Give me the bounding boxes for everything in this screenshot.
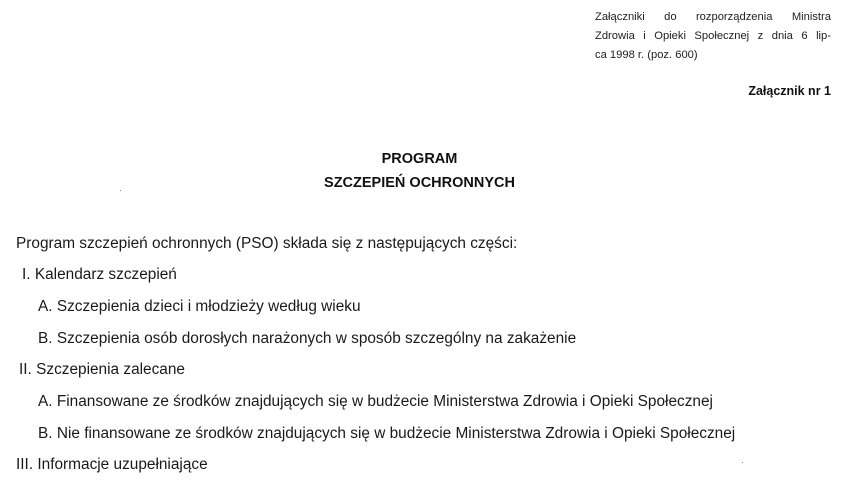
scan-speck (120, 190, 121, 191)
subsection-item (38, 330, 576, 348)
subsection-label: Finansowane ze środków znajdujących się w budżecie Ministerstwa Zdrowia i Opieki Społecznej (56, 393, 713, 410)
regulation-reference-line: Załączniki do rozporządzenia Ministra (595, 11, 831, 23)
section-heading (16, 456, 208, 474)
title-line-subtitle: SZCZEPIEŃ OCHRONNYCH (324, 175, 515, 191)
section-heading (22, 266, 177, 284)
intro-paragraph: Program szczepień ochronnych (PSO) składa się z następujących części: (16, 235, 518, 252)
scan-speck (742, 462, 743, 463)
subsection-item (38, 393, 713, 411)
section-label: Informacje uzupełniające (37, 456, 208, 473)
subsection-item (38, 298, 361, 316)
subsection-item (38, 425, 735, 443)
document-title (0, 147, 847, 195)
subsection-label: Szczepienia dzieci i młodzieży według wieku (56, 298, 361, 315)
subsection-label: Nie finansowane ze środków znajdujących się w budżecie Ministerstwa Zdrowia i Opieki Społecznej (56, 425, 736, 442)
subsection-letter: A. (38, 393, 53, 410)
section-number: III. (16, 456, 34, 473)
regulation-reference-note (595, 8, 831, 65)
section-number: I. (22, 266, 31, 283)
subsection-letter: A. (38, 298, 53, 315)
subsection-letter: B. (38, 425, 53, 442)
subsection-label: Szczepienia osób dorosłych narażonych w sposób szczególny na zakażenie (56, 330, 577, 347)
subsection-letter: B. (38, 330, 53, 347)
annex-number-label: Załącznik nr 1 (748, 84, 831, 98)
section-heading (19, 361, 185, 379)
section-label: Kalendarz szczepień (34, 266, 177, 283)
regulation-reference-line: ca 1998 r. (poz. 600) (595, 49, 698, 61)
section-label: Szczepienia zalecane (36, 361, 185, 378)
section-number: II. (19, 361, 32, 378)
regulation-reference-line: Zdrowia i Opieki Społecznej z dnia 6 lip- (595, 30, 831, 42)
title-line-program: PROGRAM (381, 151, 458, 167)
